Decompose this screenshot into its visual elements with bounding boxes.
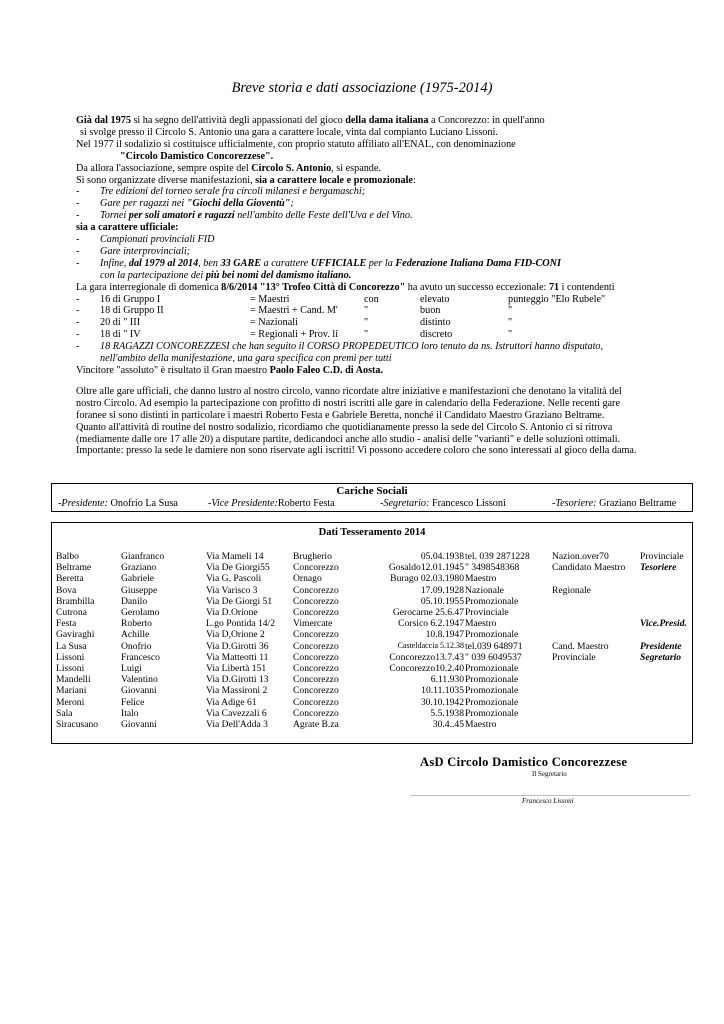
signature-org: AsD Circolo Damistico Concorezzese [420,755,628,769]
label: -Segretario: [380,498,430,509]
text: si ha segno dell'attività degli appassionati del gioco [130,115,346,126]
cell-first-name: Felice [121,696,145,708]
cell-birth: Concorezzo10.2.40 [389,663,464,674]
cell-town: Concorezzo [293,651,339,663]
paragraph-line: foranee si sono distinti in particolare i maestri Roberto Festa e Gabriele Beretta, nonché il Candidato Maestro Graziano Beltrame. [76,409,605,421]
label: -Tesoriere: [552,498,597,509]
group-b: = Maestri + Cand. M' [250,305,338,317]
cell-first-name: Roberto [121,618,152,630]
text: nell'ambito delle Feste dell'Uva e del Vino. [234,210,413,222]
cell-town: Concorezzo [293,674,339,686]
cell-first-name: Graziano [121,562,157,574]
cell-phone-or-category: Promozionale [465,696,519,708]
cell-category: Candidato Maestro [552,562,626,574]
cell-town: Ornago [293,573,322,585]
cell-category: Regionale [552,584,591,596]
cell-phone-or-category: Provinciale [465,607,509,618]
cell-birth: 30.4..45 [432,719,464,730]
history-line [76,282,696,294]
cell-role: Presidente [640,640,682,652]
history-line: nell'ambito della manifestazione, una gara specifica con premi per tutti [100,353,392,365]
cell-phone-or-category: " 039 6049537 [465,651,522,663]
group-dash: - [76,293,80,305]
cell-town: Concorezzo [293,707,339,719]
cell-birth: 10.11.1035 [421,685,464,697]
group-a: 16 di Gruppo I [100,293,161,305]
signature-name: Francesco Lissoni [522,797,574,805]
cell-first-name: Gerolamo [121,607,160,618]
cell-town: Concorezzo [293,629,339,641]
paragraph-line: (mediamente dalle ore 17 alle 20) a disputare partite, dedicandoci anche allo studio - analisi delle "varianti" e delle soluzioni ottimali. [76,433,621,445]
text: Federazione Italiana Dama FID-CONI [395,257,561,269]
cell-birth: Burago 02.03.1980 [390,573,464,585]
text: Gare per ragazzi nei [100,198,187,210]
text: UFFICIALE [310,257,367,269]
cell-first-name: Luigi [121,663,142,674]
cell-surname: Meroni [56,696,85,708]
cell-phone-or-category: tel.039 648971 [465,640,523,652]
table-row [52,585,692,596]
group-c: " [364,329,369,341]
cariche-heading: Cariche Sociali [336,485,408,497]
cell-town: Brugherio [293,551,332,562]
history-line [76,365,696,377]
cell-first-name: Onofrio [121,640,152,652]
dash: - [76,245,80,257]
cell-birth: Concorezzo13.7.43 [389,651,464,663]
group-d: discreto [420,329,453,341]
value: Graziano Beltrame [596,498,677,509]
text: 33 GARE [220,257,262,269]
table-row [52,697,692,708]
group-dash: - [76,329,80,341]
history-section [76,115,696,457]
text: della dama italiana [345,115,429,126]
table-row [52,685,692,696]
cell-town: Concorezzo [293,562,339,574]
text: , si espande. [331,162,381,174]
history-line: sia a carattere ufficiale: [76,222,179,234]
cell-first-name: Giuseppe [121,584,158,596]
cell-first-name: Giovanni [121,685,157,697]
cell-phone-or-category: Promozionale [465,707,519,719]
cell-town: Concorezzo [293,595,339,607]
dash: - [76,198,80,210]
value: Roberto Festa [277,498,335,509]
vice-presidente [208,498,335,509]
cell-surname: Lissoni [56,651,85,663]
cell-surname: Gaviraghi [56,629,95,641]
cell-address: Via D,Orione 2 [206,629,265,641]
table-row [52,641,692,652]
cell-surname: Festa [56,618,77,630]
text: 8/6/2014 "13° Trofeo Città di Concorezzo" [221,281,406,293]
table-row [52,652,692,663]
cell-phone-or-category: Promozionale [465,663,519,674]
group-row [76,305,696,317]
cell-surname: Cutrona [56,607,87,618]
group-a: 18 di " IV [100,329,141,341]
group-dash: - [76,305,80,317]
cell-address: Via De Giorgi55 [206,562,270,574]
cell-category: Nazion.over70 [552,551,609,562]
text: Tornei [100,210,129,222]
text: a carattere [261,257,311,269]
cell-first-name: Giovanni [121,719,157,730]
text: per la [366,257,396,269]
cell-first-name: Achille [121,629,150,641]
text: con la partecipazione dei [100,269,206,281]
text: 18 RAGAZZI CONCOREZZESI che han seguito il CORSO PROPEDEUTICO loro tenuto da ns. Istruttori hanno disputato, [100,341,604,353]
group-a: 18 di Gruppo II [100,305,164,317]
text: Campionati provinciali FID [100,234,215,246]
cell-town: Concorezzo [293,663,339,674]
text: sia a carattere locale e promozionale [255,174,413,186]
cariche-sociali-box [51,483,693,512]
dash: - [76,341,80,353]
cell-phone-or-category: Maestro [465,573,497,585]
text: Infine, [100,257,129,269]
group-row [76,329,696,341]
text: Da allora l'associazione, sempre ospite del [76,162,252,174]
cell-first-name: Francesco [121,651,160,663]
presidente [58,498,178,509]
signature-role: Il Segretario [532,770,567,778]
dash: - [76,257,80,269]
group-e: " [508,305,513,317]
table-row [52,618,692,629]
history-line [76,115,696,127]
table-row [52,551,692,562]
cell-birth: 5.5.1938 [430,707,464,719]
group-c: " [364,317,369,329]
text: 71 [548,281,560,293]
cell-birth: Gerocarne 25.6.47 [392,607,464,618]
history-line: si svolge presso il Circolo S. Antonio una gara a carattere locale, vinta dal compianto Luciano Lissoni. [80,126,498,138]
page-title: Breve storia e dati associazione (1975-2014) [231,80,493,96]
text: : [412,174,416,186]
tesseramento-heading: Dati Tesseramento 2014 [318,527,426,538]
cell-birth: Casteldaccia 5.12.38 [397,640,464,650]
paragraph-line: Importante: presso la sede le damiere non sono riservate agli iscritti! Vi possono accedere coloro che sono interessati al gioco della dama. [76,445,637,457]
group-e: " [508,329,513,341]
value: Onofrio La Susa [107,498,178,509]
history-line [76,341,696,353]
group-row [76,294,696,306]
text: ; [290,198,294,210]
text: dal 1979 al 2014 [128,257,199,269]
cell-address: Via Mameli 14 [206,551,264,562]
table-row [52,607,692,618]
cell-phone-or-category: tel. 039 2871228 [465,551,530,562]
list-item [76,210,696,222]
cell-category: Cand. Maestro [552,640,609,652]
cell-surname: Sala [56,707,73,719]
text: i contendenti [559,281,615,293]
cell-surname: Bova [56,584,77,596]
tesseramento-box [51,522,693,744]
group-dash: - [76,317,80,329]
cell-phone-or-category: " 3498548368 [465,562,520,574]
text: Tre edizioni del torneo serale fra circoli milanesi e bergamaschi; [100,186,366,198]
cell-phone-or-category: Promozionale [465,674,519,686]
official-events-list [76,234,696,258]
cell-town: Concorezzo [293,685,339,697]
group-d: buon [420,305,441,317]
text: "Giochi della Gioventù" [186,198,291,210]
table-row [52,663,692,674]
cell-first-name: Valentino [121,674,158,686]
group-a: 20 di " III [100,317,141,329]
list-item [76,186,696,198]
cell-surname: La Susa [56,640,87,652]
cell-surname: Beltrame [56,562,92,574]
paragraph-line: Oltre alle gare ufficiali, che danno lustro al nostro circolo, vanno ricordate altre iniziative e manifestazioni che denotano la vitalità del [76,385,622,397]
text: Vincitore "assoluto" è risultato il Gran maestro [76,364,270,376]
label: -Presidente: [58,498,108,509]
history-line [76,258,696,270]
text: Già dal [76,115,111,126]
cell-address: Via Varisco 3 [206,584,258,596]
text: per soli amatori e ragazzi [128,210,235,222]
table-row [52,596,692,607]
cell-phone-or-category: Maestro [465,618,497,630]
cell-town: Concorezzo [293,696,339,708]
history-line [76,175,696,187]
text: più bei nomi del damismo italiano. [205,269,352,281]
text: 1975 [110,115,131,126]
text: a Concorezzo: in quell'anno [428,115,545,126]
group-b: = Regionali + Prov. li [250,329,339,341]
group-c: " [364,305,369,317]
cell-address: Via D.Girotti 13 [206,674,269,686]
cell-town: Agrate B.za [293,719,339,730]
cell-address: Via Dell'Adda 3 [206,719,268,730]
cell-category: Provinciale [552,651,596,663]
text: La gara interregionale di domenica [76,281,222,293]
cell-birth: 30.10.1942 [420,696,464,708]
cell-first-name: Gabriele [121,573,155,585]
group-e: " [508,317,513,329]
list-item [76,246,696,258]
cell-birth: Corsico 6.2.1947 [398,618,464,630]
table-row [52,562,692,573]
signature-line [410,795,690,796]
cell-address: Via G. Pascoli [206,573,262,585]
cell-phone-or-category: Nazionale [465,584,504,596]
cell-birth: 05.04.1938 [420,551,464,562]
cell-first-name: Gianfranco [121,551,165,562]
cell-birth: 17.09.1928 [420,584,464,596]
history-line [76,270,696,282]
history-line: Nel 1977 il sodalizio si costituisce ufficialmente, con proprio statuto affiliato all'ENAL, con denominazione [76,138,516,150]
cell-surname: Brambilla [56,595,95,607]
cell-role: Segretario [640,651,682,663]
cell-surname: Mandelli [56,674,91,686]
cell-birth: 05.10.1955 [420,595,464,607]
value: Francesco Lissoni [429,498,506,509]
group-row [76,317,696,329]
text: , ben [198,257,221,269]
cell-surname: Beretta [56,573,84,585]
history-line [76,163,696,175]
cell-birth: 6.11.930 [430,674,464,686]
table-row [52,708,692,719]
activities-paragraph [76,386,696,457]
table-row [52,719,692,730]
cell-address: Via De Giorgi 51 [206,595,273,607]
history-line: "Circolo Damistico Concorezzese". [120,150,274,162]
group-b: = Maestri [250,293,290,305]
table-row [52,573,692,584]
text: Gare interprovinciali; [100,245,191,257]
group-c: con [364,293,379,305]
competitor-groups-list [76,294,696,342]
local-events-list [76,186,696,222]
cell-surname: Balbo [56,551,79,562]
cell-phone-or-category: Maestro [465,719,497,730]
cell-surname: Siracusano [56,719,99,730]
segretario [380,498,506,509]
cell-birth: 10.8.1947 [425,629,464,641]
cell-role: Provinciale [640,551,684,562]
list-item [76,234,696,246]
paragraph-line: nostro Circolo. Ad esempio la partecipazione con profitto di nostri iscritti alle gare in calendario della Federazione. Nelle recenti gare [76,397,620,409]
text: Si sono organizzate diverse manifestazioni, [76,174,256,186]
cell-address: Via Cavezzali 6 [206,707,267,719]
tesoriere [552,498,676,509]
label: -Vice Presidente: [208,498,278,509]
list-item [76,198,696,210]
group-d: distinto [420,317,451,329]
dash: - [76,210,80,222]
cell-surname: Mariani [56,685,87,697]
group-e: punteggio "Elo Rubele" [508,293,606,305]
text: ha avuto un successo eccezionale: [405,281,549,293]
cell-phone-or-category: Promozionale [465,685,519,697]
text: Circolo S. Antonio [251,162,332,174]
cell-phone-or-category: Promozionale [465,595,519,607]
cell-address: Via D.Girotti 36 [206,640,269,652]
cell-address: Via Matteotti 11 [206,651,269,663]
cell-address: L.go Pontida 14/2 [206,618,276,630]
cell-birth: Gosaldo12.01.1945 [388,562,464,574]
table-row [52,629,692,640]
cell-town: Concorezzo [293,584,339,596]
paragraph-line: Quanto all'attività di routine del nostro sodalizio, ricordiamo che quotidianamente presso la sede del Circolo S. Antonio ci si ritrova [76,421,613,433]
group-b: = Nazionali [250,317,298,329]
dash: - [76,186,80,198]
table-row [52,674,692,685]
cell-phone-or-category: Promozionale [465,629,519,641]
cell-town: Vimercate [293,618,333,630]
cell-address: Via D.Orione [206,607,258,618]
cell-town: Concorezzo [293,640,339,652]
group-d: elevato [420,293,450,305]
dash: - [76,234,80,246]
cell-first-name: Italo [121,707,139,719]
cell-address: Via Libertà 151 [206,663,267,674]
cell-role: Tesoriere [640,562,677,574]
cell-address: Via Massironi 2 [206,685,268,697]
cell-town: Concorezzo [293,607,339,618]
cell-first-name: Danilo [121,595,148,607]
cell-role: Vice.Presid. [640,618,687,630]
cell-surname: Lissoni [56,663,85,674]
cell-address: Via Adige 61 [206,696,257,708]
text: Paolo Faleo C.D. di Aosta. [269,364,384,376]
